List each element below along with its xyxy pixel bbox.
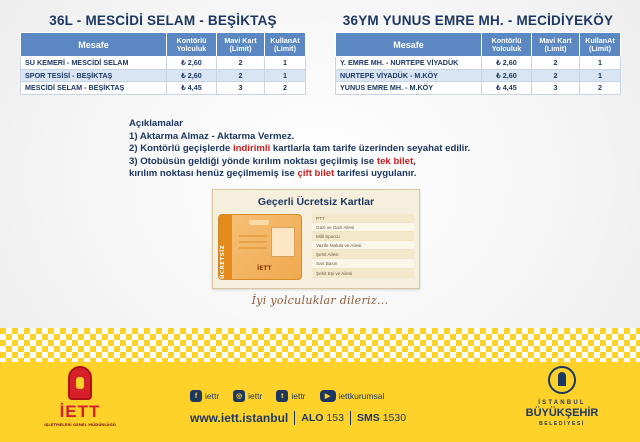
youtube-icon: ▶	[320, 390, 336, 402]
table-cell: MESCİDİ SELAM - BEŞİKTAŞ	[21, 82, 167, 95]
sms-label: SMS	[356, 412, 380, 424]
note-text: 3) Otobüsün geldiği yönde kırılım noktası geçilmiş ise	[129, 155, 377, 167]
note-highlight: tek bilet	[376, 155, 414, 167]
table-row	[336, 69, 621, 82]
facebook-icon: f	[190, 390, 202, 402]
twitter-icon: t	[276, 390, 288, 402]
alo-label: ALO	[301, 412, 324, 424]
column-header: Kontörlü Yolculuk	[167, 33, 217, 57]
iett-name: İETT	[59, 402, 101, 421]
table-row	[21, 69, 306, 82]
social-handle: iettr	[291, 391, 306, 401]
instagram-icon: ◎	[233, 390, 245, 402]
column-header: KullanAt (Limit)	[580, 33, 621, 57]
column-header: KullanAt (Limit)	[265, 33, 306, 57]
notes-heading: Açıklamalar	[129, 118, 183, 129]
table-cell: 2	[532, 69, 580, 82]
divider	[350, 411, 351, 425]
column-header: Mavi Kart (Limit)	[532, 33, 580, 57]
table-row	[336, 57, 621, 70]
table-cell: NURTEPE VİYADÜK - M.KÖY	[336, 69, 482, 82]
table-header-row	[336, 33, 621, 57]
iett-logo	[38, 362, 128, 432]
note-text: ,	[413, 155, 416, 167]
table-cell: 1	[580, 57, 621, 70]
card-line	[239, 241, 267, 243]
table-cell: 2	[265, 82, 306, 95]
route-title: 36L - MESCİDİ SELAM - BEŞİKTAŞ	[49, 13, 277, 28]
column-header: Mesafe	[21, 33, 167, 57]
route-panel-36ym	[335, 10, 621, 95]
table-cell: 2	[217, 69, 265, 82]
ibb-logo	[522, 364, 602, 434]
alo-number: 153	[326, 412, 344, 424]
fare-table	[335, 32, 621, 95]
list-item: Vazife Malulü ve Ailesi	[312, 241, 414, 250]
social-instagram[interactable]	[233, 390, 262, 402]
free-card-image	[218, 214, 302, 280]
list-item: Milli Sporcu	[312, 232, 414, 241]
note-text: tarifesi uygulanır.	[334, 168, 417, 180]
social-links	[190, 389, 480, 403]
ibb-text: BÜYÜKŞEHİR	[525, 407, 599, 419]
table-cell: ₺ 2,60	[167, 57, 217, 70]
table-cell: 2	[532, 57, 580, 70]
note-highlight: indirimli	[232, 143, 271, 155]
slogan: İyi yolculuklar dileriz...	[251, 294, 389, 307]
list-item: PTT	[312, 214, 414, 223]
ibb-text: BELEDİYESİ	[539, 421, 585, 427]
table-cell: 1	[265, 57, 306, 70]
ibb-text: İSTANBUL	[538, 400, 586, 406]
table-cell: 2	[580, 82, 621, 95]
table-cell: 3	[532, 82, 580, 95]
table-cell: 1	[580, 69, 621, 82]
social-handle: iettr	[248, 391, 263, 401]
card-stripe-label: ÜCRETSİZ	[220, 244, 226, 279]
card-line	[239, 247, 267, 249]
list-item: Şehit Eşi ve Ailesi	[312, 269, 414, 278]
note-line	[129, 143, 549, 156]
route-panel-36l	[20, 10, 306, 95]
table-row	[21, 82, 306, 95]
note-line	[129, 168, 549, 181]
note-highlight: çift bilet	[297, 168, 335, 180]
table-cell: ₺ 2,60	[167, 69, 217, 82]
table-cell: Y. EMRE MH. - NURTEPE VİYADÜK	[336, 57, 482, 70]
route-title: 36YM YUNUS EMRE MH. - MECİDİYEKÖY	[342, 13, 614, 28]
table-row	[336, 82, 621, 95]
ibb-emblem-icon	[548, 366, 576, 394]
social-twitter[interactable]	[276, 390, 305, 402]
notes-block	[129, 118, 549, 181]
note-line	[129, 156, 549, 169]
checker-band	[0, 328, 640, 364]
table-cell: ₺ 2,60	[482, 69, 532, 82]
table-cell: 3	[217, 82, 265, 95]
social-handle: iettkurumsal	[338, 391, 385, 401]
column-header: Kontörlü Yolculuk	[482, 33, 532, 57]
card-photo-placeholder	[271, 227, 295, 257]
table-row	[21, 57, 306, 70]
column-header: Mavi Kart (Limit)	[217, 33, 265, 57]
note-text: 2) Kontörlü geçişlerde	[129, 143, 233, 155]
table-cell: ₺ 4,45	[167, 82, 217, 95]
fare-table	[20, 32, 306, 95]
social-handle: iettr	[205, 391, 220, 401]
list-item: Gazi ve Gazi Ailesi	[312, 223, 414, 232]
card-logo: İETT	[257, 265, 272, 272]
contact-line	[190, 410, 490, 426]
iett-emblem-icon	[68, 366, 92, 400]
note-text: kırılım noktası henüz geçilmemiş ise	[129, 168, 298, 180]
table-cell: 2	[217, 57, 265, 70]
table-cell: ₺ 2,60	[482, 57, 532, 70]
social-youtube[interactable]	[320, 390, 385, 402]
sms-number: 1530	[382, 412, 407, 424]
social-facebook[interactable]	[190, 390, 219, 402]
table-cell: SU KEMERİ - MESCİDİ SELAM	[21, 57, 167, 70]
table-cell: ₺ 4,45	[482, 82, 532, 95]
free-cards-title: Geçerli Ücretsiz Kartlar	[257, 196, 375, 208]
website-link[interactable]: www.iett.istanbul	[190, 411, 289, 425]
list-item: Şehit Ailesi	[312, 250, 414, 259]
iett-subtitle: İŞLETMELERİ GENEL MÜDÜRLÜĞÜ	[44, 422, 116, 427]
free-cards-list	[312, 214, 414, 278]
table-header-row	[21, 33, 306, 57]
card-line	[239, 235, 267, 237]
note-text: kartlarla tam tarife üzerinden seyahat edilir.	[270, 143, 471, 155]
table-cell: SPOR TESİSİ - BEŞİKTAŞ	[21, 69, 167, 82]
table-cell: 1	[265, 69, 306, 82]
card-emblem	[249, 220, 269, 225]
free-cards-panel	[212, 189, 420, 289]
list-item: Sarı Basın	[312, 259, 414, 268]
column-header: Mesafe	[336, 33, 482, 57]
divider	[294, 411, 295, 425]
note-line: 1) Aktarma Almaz - Aktarma Vermez.	[129, 130, 295, 142]
table-cell: YUNUS EMRE MH. - M.KÖY	[336, 82, 482, 95]
